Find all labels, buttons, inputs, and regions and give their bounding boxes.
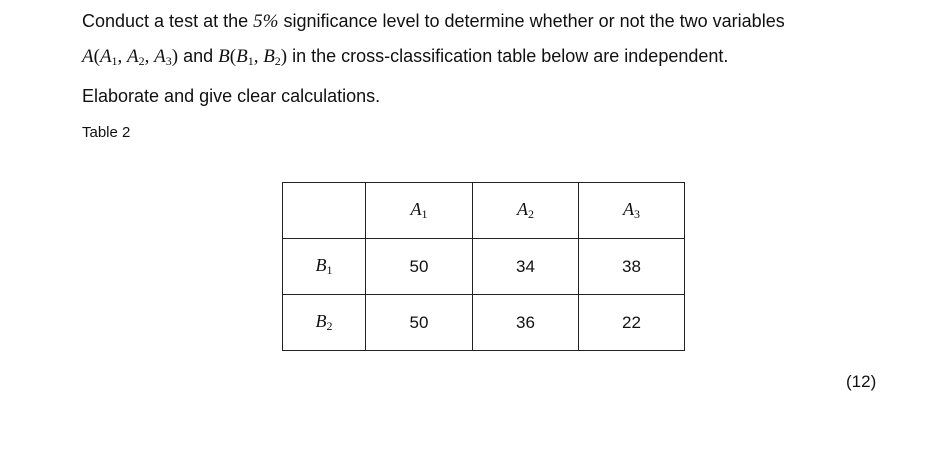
- question-line-2-suffix: in the cross-classification table below are independent.: [287, 46, 729, 66]
- question-text: [82, 4, 912, 114]
- cell-b2-a1: 50: [366, 295, 473, 351]
- question-line-1-prefix: Conduct a test at the: [82, 11, 254, 31]
- column-header-a2: $A_2$: [473, 183, 579, 239]
- marks-allocation: (12): [846, 372, 877, 391]
- variable-a-expression: $A(A_1$, $A_2$, $A_3$): [82, 46, 179, 68]
- question-line-1-suffix: significance level to determine whether or not the two variables: [278, 11, 785, 31]
- cell-b1-a1: 50: [366, 239, 473, 295]
- table-corner-cell: [283, 183, 366, 239]
- question-line-2: [82, 39, 912, 79]
- cell-b1-a3: 38: [579, 239, 685, 295]
- question-line-1: [82, 4, 912, 39]
- row-header-b2: $B_2$: [283, 295, 366, 351]
- cell-b2-a2: 36: [473, 295, 579, 351]
- column-header-a3: $A_3$: [579, 183, 685, 239]
- cell-b2-a3: 22: [579, 295, 685, 351]
- table-header-row: [283, 183, 685, 239]
- row-header-b1: $B_1$: [283, 239, 366, 295]
- cell-b1-a2: 34: [473, 239, 579, 295]
- table-row-b1: [283, 239, 685, 295]
- column-header-a1: $A_1$: [366, 183, 473, 239]
- significance-level: 5%: [253, 11, 279, 32]
- table-row-b2: [283, 295, 685, 351]
- cross-classification-table: [282, 182, 685, 351]
- question-line-3: Elaborate and give clear calculations.: [82, 86, 381, 106]
- connector-text: and: [178, 46, 219, 66]
- variable-b-expression: $B(B_1$, $B_2$): [218, 46, 288, 68]
- table-caption: Table 2: [82, 124, 131, 141]
